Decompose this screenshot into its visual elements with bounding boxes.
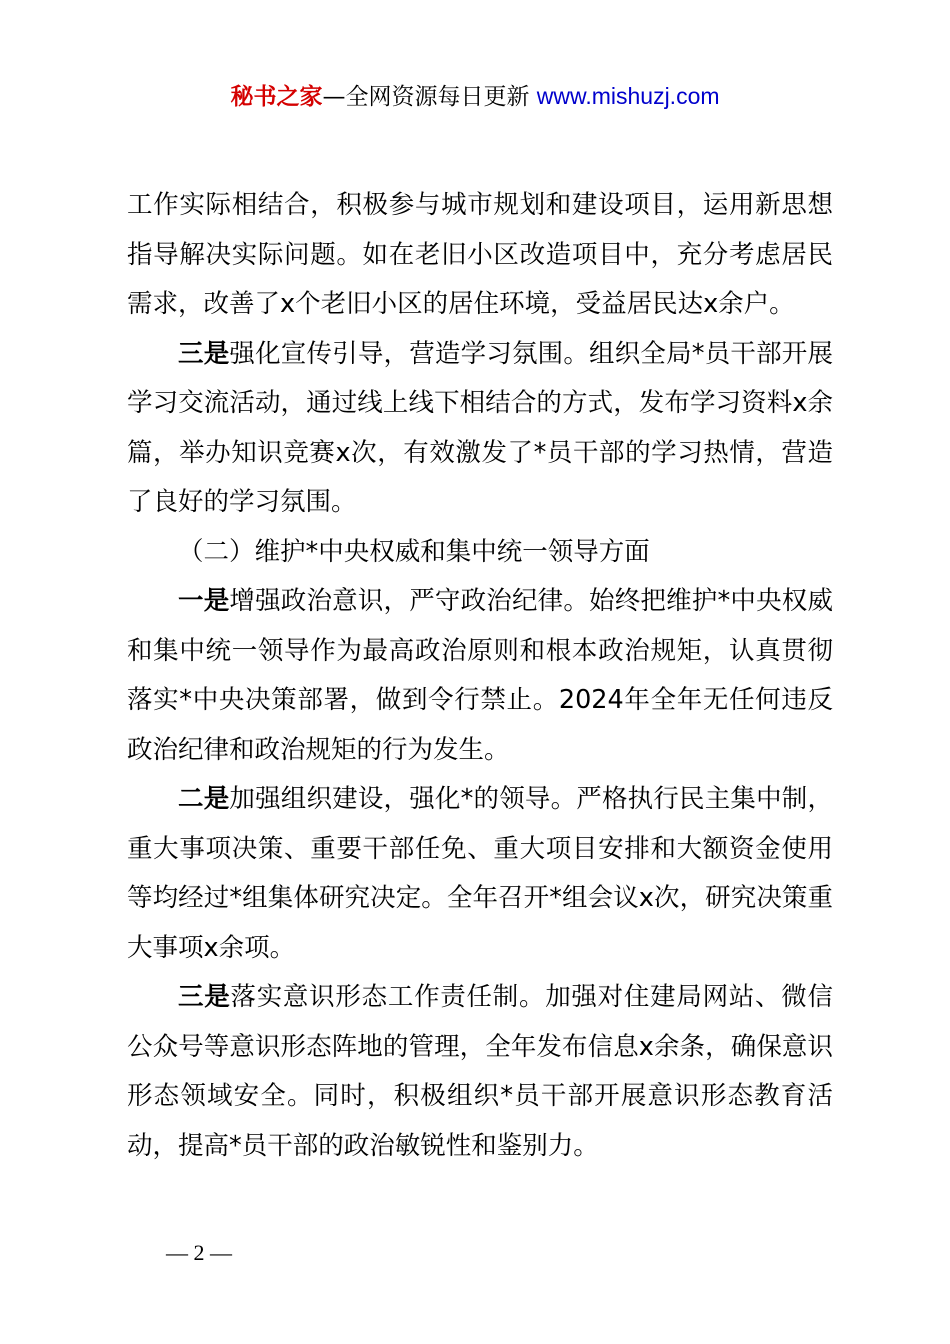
paragraph-continuation (127, 181, 833, 330)
paragraph-point-one (127, 577, 833, 775)
paragraph-point-three (127, 973, 833, 1171)
paragraph-text: 增强政治意识，严守政治纪律。始终把维护*中央权威和集中统一领导作为最高政治原则和根本政治规矩，认真贯彻落实*中央决策部署，做到令行禁止。2024年全年无任何违反政治纪律和政治规矩的行为发生。 (127, 586, 833, 765)
paragraph-point-two (127, 775, 833, 973)
paragraph-lead: 三是 (178, 338, 230, 369)
paragraph-text: 加强组织建设，强化*的领导。严格执行民主集中制，重大事项决策、重要干部任免、重大项目安排和大额资金使用等均经过*组集体研究决定。全年召开*组会议x次，研究决策重大事项x余项。 (127, 784, 833, 963)
paragraph-lead: 三是 (178, 982, 231, 1012)
document-body (127, 181, 833, 1171)
paragraph-text: 工作实际相结合，积极参与城市规划和建设项目，运用新思想指导解决实际问题。如在老旧小区改造项目中，充分考虑居民需求，改善了x个老旧小区的居住环境，受益居民达x余户。 (127, 190, 833, 319)
site-url-link[interactable]: www.mishuzj.com (536, 83, 720, 109)
paragraph-lead: 一是 (178, 586, 230, 616)
paragraph-text: 落实意识形态工作责任制。加强对住建局网站、微信公众号等意识形态阵地的管理，全年发布信息x余条，确保意识形态领域安全。同时，积极组织*员干部开展意识形态教育活动，提高*员干部的政治敏锐性和鉴别力。 (127, 982, 833, 1161)
site-slogan: —全网资源每日更新 (322, 84, 530, 110)
paragraph-lead: 二是 (178, 784, 230, 814)
page-number: — 2 — (166, 1240, 232, 1265)
paragraph-point-three-study (127, 330, 833, 528)
section-heading (127, 528, 833, 578)
page-header (0, 80, 950, 113)
section-heading-text: （二）维护*中央权威和集中统一领导方面 (178, 536, 650, 567)
paragraph-text: 强化宣传引导，营造学习氛围。组织全局*员干部开展学习交流活动，通过线上线下相结合的方式，发布学习资料x余篇，举办知识竞赛x次，有效激发了*员干部的学习热情，营造了良好的学习氛围。 (127, 338, 833, 517)
site-brand[interactable]: 秘书之家 (230, 84, 323, 110)
